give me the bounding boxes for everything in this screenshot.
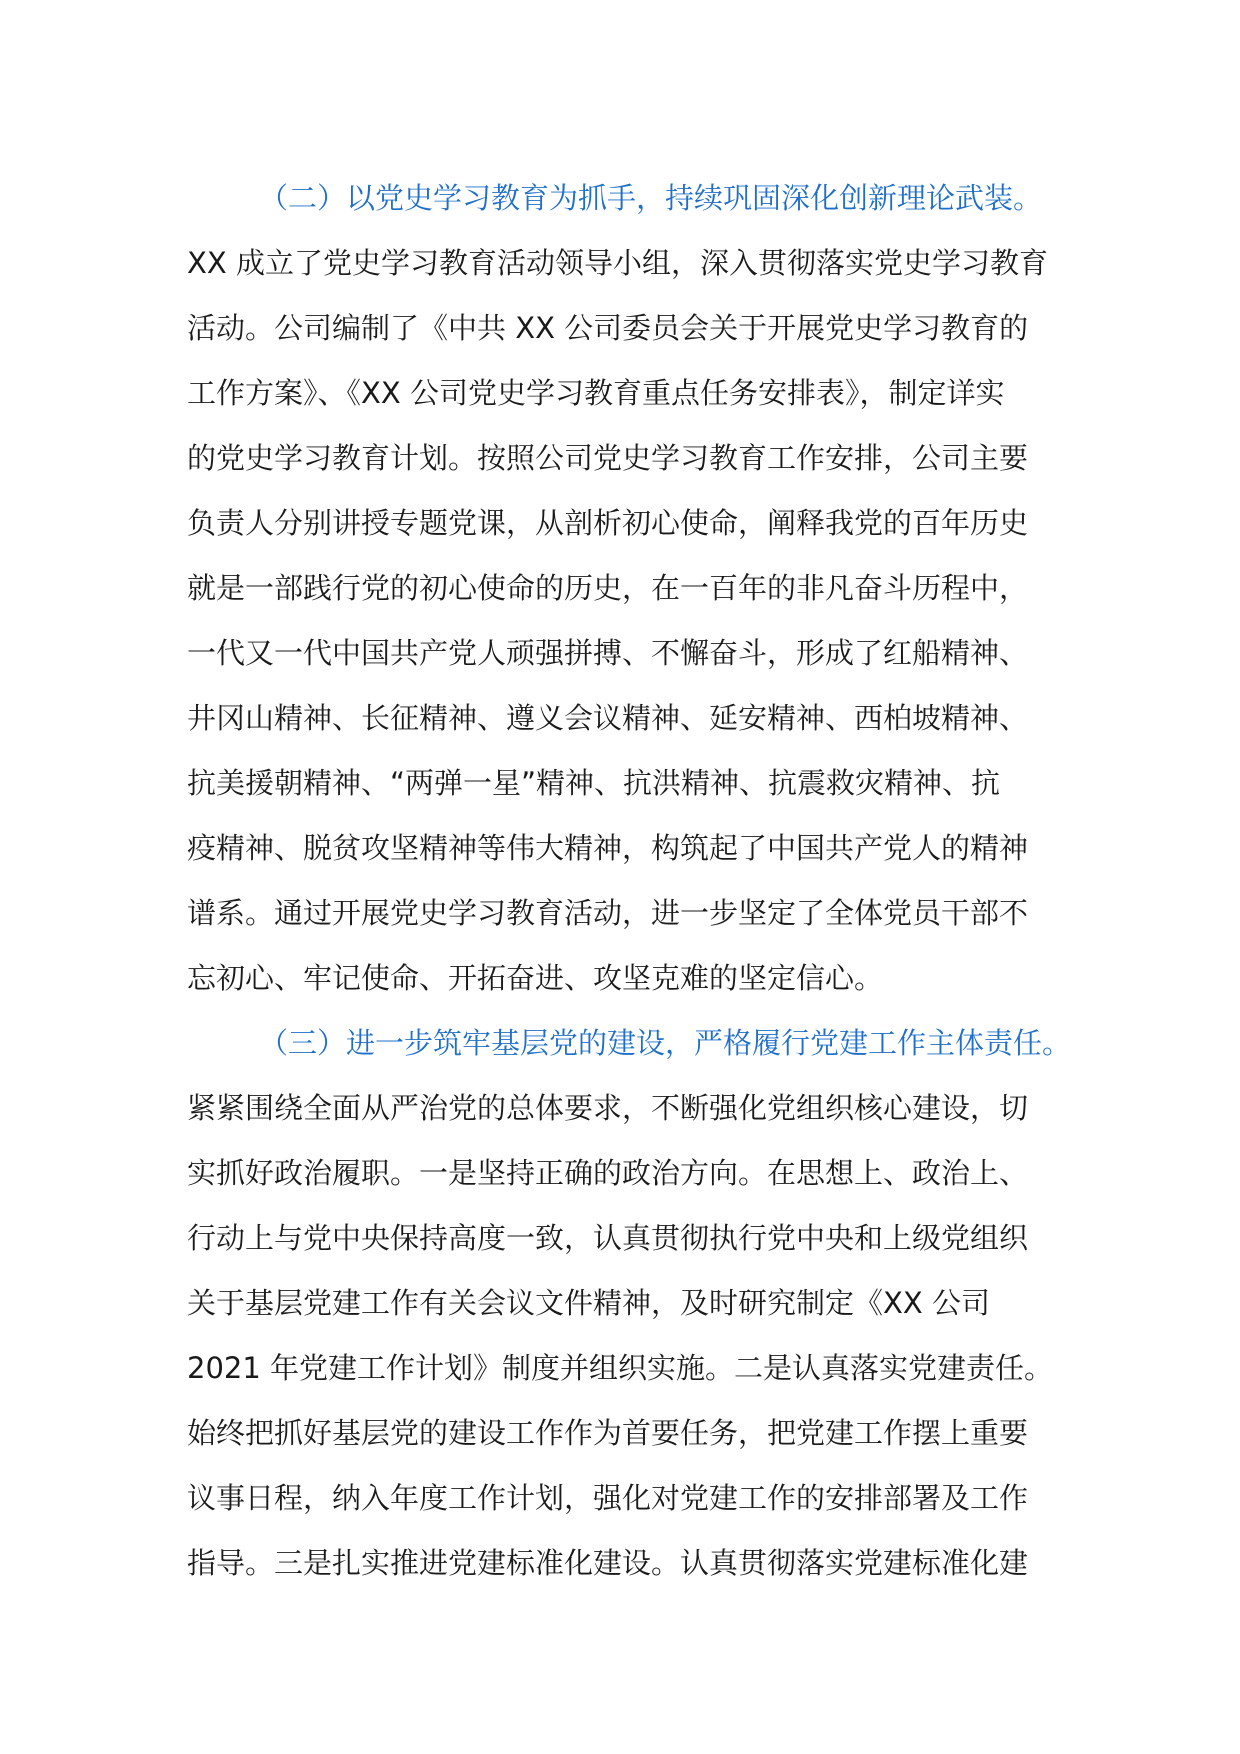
paragraph-line: 一代又一代中国共产党人顽强拼搏、不懈奋斗，形成了红船精神、 [187, 636, 1029, 670]
paragraph-line: 紧紧围绕全面从严治党的总体要求，不断强化党组织核心建设，切 [187, 1091, 1029, 1125]
paragraph-line: XX 成立了党史学习教育活动领导小组，深入贯彻落实党史学习教育 [187, 246, 1048, 280]
paragraph-line: 议事日程，纳入年度工作计划，强化对党建工作的安排部署及工作 [187, 1481, 1029, 1515]
paragraph-line: 关于基层党建工作有关会议文件精神，及时研究制定《XX 公司 [187, 1286, 990, 1320]
paragraph-line: 抗美援朝精神、“两弹一星”精神、抗洪精神、抗震救灾精神、抗 [187, 766, 1001, 800]
paragraph-line: 就是一部践行党的初心使命的历史，在一百年的非凡奋斗历程中， [187, 571, 1029, 605]
paragraph-line: 指导。三是扎实推进党建标准化建设。认真贯彻落实党建标准化建 [187, 1546, 1029, 1580]
paragraph-line: 井冈山精神、长征精神、遵义会议精神、延安精神、西柏坡精神、 [187, 701, 1029, 735]
section-heading-3: （三）进一步筑牢基层党的建设，严格履行党建工作主体责任。 [259, 1026, 1072, 1060]
paragraph-line: 负责人分别讲授专题党课，从剖析初心使命，阐释我党的百年历史 [187, 506, 1029, 540]
paragraph-line: 活动。公司编制了《中共 XX 公司委员会关于开展党史学习教育的 [187, 311, 1029, 345]
paragraph-line: 的党史学习教育计划。按照公司党史学习教育工作安排，公司主要 [187, 441, 1029, 475]
paragraph-line: 谱系。通过开展党史学习教育活动，进一步坚定了全体党员干部不 [187, 896, 1029, 930]
paragraph-line: 始终把抓好基层党的建设工作作为首要任务，把党建工作摆上重要 [187, 1416, 1029, 1450]
paragraph-line: 行动上与党中央保持高度一致，认真贯彻执行党中央和上级党组织 [187, 1221, 1029, 1255]
section-heading-2: （二）以党史学习教育为抓手，持续巩固深化创新理论武装。 [259, 181, 1043, 215]
paragraph-line: 忘初心、牢记使命、开拓奋进、攻坚克难的坚定信心。 [187, 961, 884, 995]
paragraph-line: 2021 年党建工作计划》制度并组织实施。二是认真落实党建责任。 [187, 1351, 1054, 1385]
document-body [187, 166, 1072, 1596]
paragraph-line: 实抓好政治履职。一是坚持正确的政治方向。在思想上、政治上、 [187, 1156, 1029, 1190]
paragraph-line: 工作方案》、《XX 公司党史学习教育重点任务安排表》，制定详实 [187, 376, 1005, 410]
paragraph-line: 疫精神、脱贫攻坚精神等伟大精神，构筑起了中国共产党人的精神 [187, 831, 1029, 865]
